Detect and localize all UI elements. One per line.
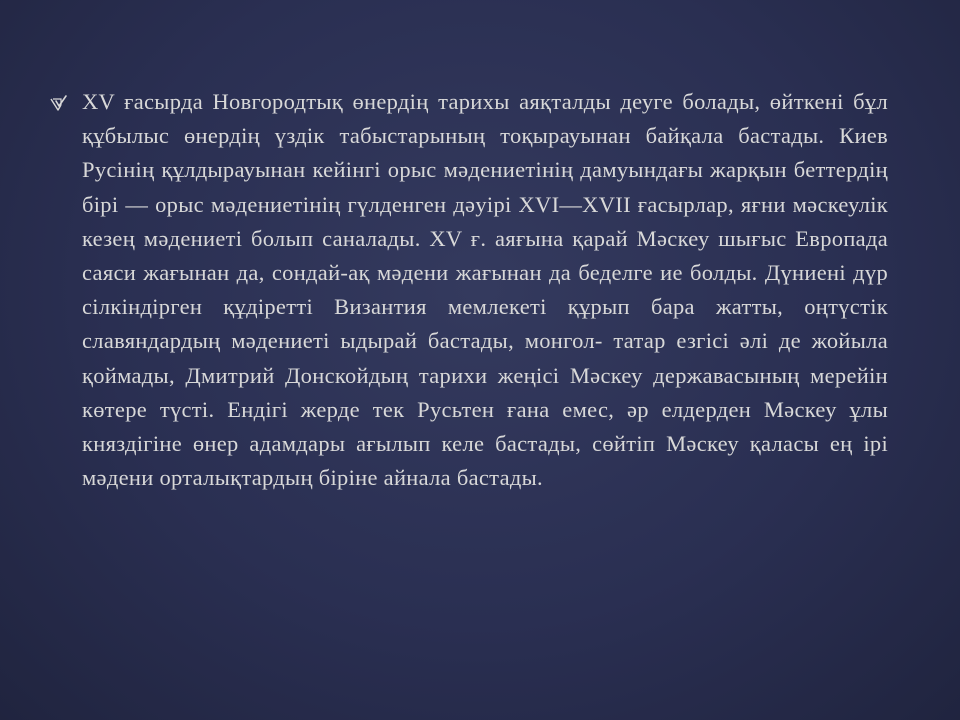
checkmark-box-icon (48, 93, 68, 113)
bullet-text: XV ғасырда Новгородтық өнердің тарихы аяқталды деуге болады, өйткені бұл құбылыс өнердің үздік табыстарының тоқырауынан байқала бастады. Киев Русінің құлдырауынан кейінгі орыс мәдениетінің дамуындағы жарқын беттердің бірі — орыс мәдениетінің гүлденген дәуірі XVI—XVII ғасырлар, яғни мәскеулік кезең мәдениеті болып саналады. XV ғ. аяғына қарай Мәскеу шығыс Европада саяси жағынан да, сондай-ақ мәдени жағынан да беделге ие болды. Дүниені дүр сілкіндірген құдіретті Византия мемлекеті құрып бара жатты, оңтүстік славяндардың мәдениеті ыдырай бастады, монгол- татар езгісі әлі де жойыла қоймады, Дмитрий Донскойдың тарихи жеңісі Мәскеу державасының мерейін көтере түсті. Ендігі жерде тек Русьтен ғана емес, әр елдерден Мәскеу ұлы княздігіне өнер адамдары ағылып келе бастады, сөйтіп Мәскеу қаласы ең ірі мәдени орталықтардың біріне айнала бастады. (82, 89, 888, 491)
